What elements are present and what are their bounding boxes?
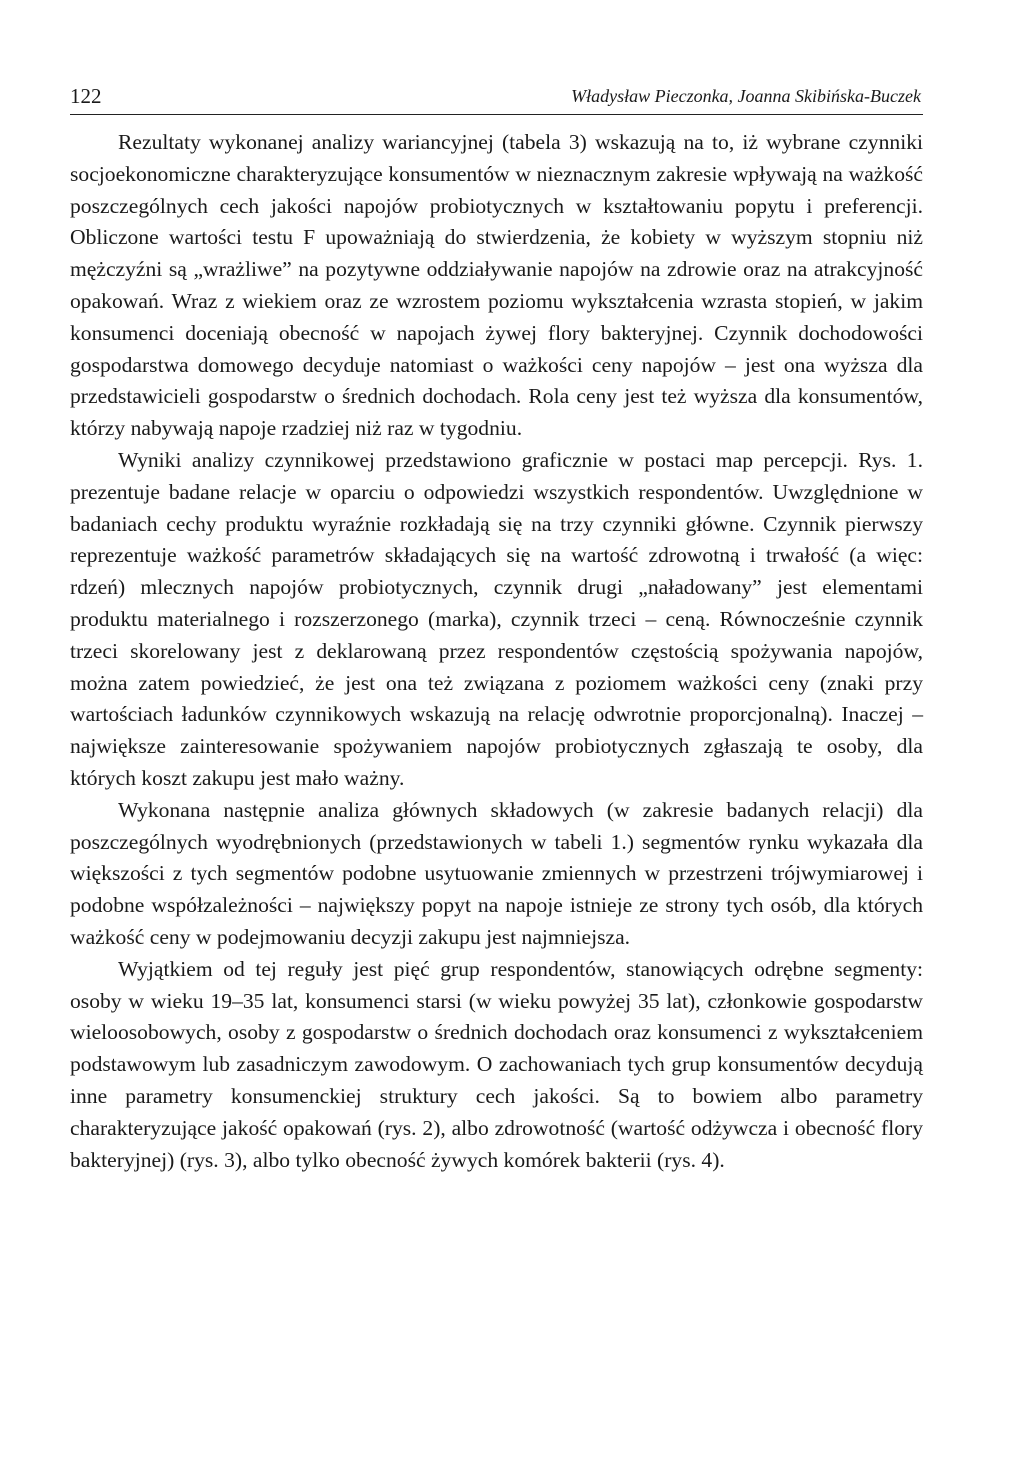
paragraph: Rezultaty wykonanej analizy wariancyjnej (tabela 3) wskazują na to, iż wybrane czynniki socjoekonomiczne charakteryzujące konsumentów w nieznacznym zakresie wpływają na ważkość poszczególnych cech jakości napojów probiotycznych w kształtowaniu popytu i preferencji. Obliczone wartości testu F upoważniają do stwierdzenia, że kobiety w wyższym stopniu niż mężczyźni są „wrażliwe” na pozytywne oddziaływanie napojów na zdrowie oraz na atrakcyjność opakowań. Wraz z wiekiem oraz ze wzrostem poziomu wykształcenia wzrasta stopień, w jakim konsumenci doceniają obecność w napojach żywej flory bakteryjnej. Czynnik dochodowości gospodarstwa domowego decyduje natomiast o ważkości ceny napojów – jest ona wyższa dla przedstawicieli gospodarstw o średnich dochodach. Rola ceny jest też wyższa dla konsumentów, którzy nabywają napoje rzadziej niż raz w tygodniu. (70, 130, 923, 441)
paragraph: Wykonana następnie analiza głównych składowych (w zakresie badanych relacji) dla poszczególnych wyodrębnionych (przedstawionych w tabeli 1.) segmentów rynku wykazała dla większości z tych segmentów podobne usytuowanie zmiennych w przestrzeni trójwymiarowej i podobne współzależności – największy popyt na napoje istnieje ze strony tych osób, dla których ważkość ceny w podejmowaniu decyzji zakupu jest najmniejsza. (70, 797, 923, 949)
body-text (70, 127, 923, 1176)
paragraph: Wyniki analizy czynnikowej przedstawiono graficznie w postaci map percepcji. Rys. 1. prezentuje badane relacje w oparciu o odpowiedzi wszystkich respondentów. Uwzględnione w badaniach cechy produktu wyraźnie rozkładają się na trzy czynniki główne. Czynnik pierwszy reprezentuje ważkość parametrów składających się na wartość zdrowotną i trwałość (a więc: rdzeń) mlecznych napojów probiotycznych, czynnik drugi „naładowany” jest elementami produktu materialnego i rozszerzonego (marka), czynnik trzeci – ceną. Równocześnie czynnik trzeci skorelowany jest z deklarowaną przez respondentów częstością spożywania napojów, można zatem powiedzieć, że jest ona też związana z poziomem ważkości ceny (znaki przy wartościach ładunków czynnikowych wskazują na relację odwrotnie proporcjonalną). Inaczej – największe zainteresowanie spożywaniem napojów probiotycznych zgłaszają te osoby, dla których koszt zakupu jest mało ważny. (70, 447, 923, 790)
page-header (70, 80, 923, 115)
running-head-authors: Władysław Pieczonka, Joanna Skibińska-Buczek (571, 86, 921, 106)
page-number: 122 (70, 84, 102, 108)
paragraph: Wyjątkiem od tej reguły jest pięć grup respondentów, stanowiących odrębne segmenty: osoby w wieku 19–35 lat, konsumenci starsi (w wieku powyżej 35 lat), członkowie gospodarstw wieloosobowych, osoby z gospodarstw o średnich dochodach oraz konsumenci z wykształceniem podstawowym lub zasadniczym zawodowym. O zachowaniach tych grup konsumentów decydują inne parametry konsumenckiej struktury cech jakości. Są to bowiem albo parametry charakteryzujące jakość opakowań (rys. 2), albo zdrowotność (wartość odżywcza i obecność flory bakteryjnej) (rys. 3), albo tylko obecność żywych komórek bakterii (rys. 4). (70, 956, 923, 1172)
